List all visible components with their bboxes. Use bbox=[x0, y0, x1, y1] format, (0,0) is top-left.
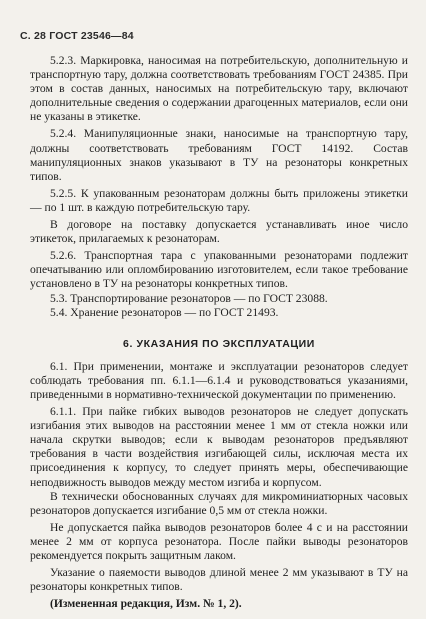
paragraph-5-2-5: 5.2.5. К упакованным резонаторам должны быть приложены этикетки — по 1 шт. в каждую потребительскую тару. bbox=[30, 186, 408, 214]
paragraph-6-1-1-microminiature: В технически обоснованных случаях для микроминиатюрных часовых резонаторов допускается изгибание 0,5 мм от стекла ножки. bbox=[30, 489, 408, 517]
paragraph-5-2-6: 5.2.6. Транспортная тара с упакованными резонаторами подлежит опечатыванию или опломбированию изготовителем, если такое требование установлено в ТУ на резонаторы конкретных типов. bbox=[30, 249, 408, 291]
section-6-heading: 6. УКАЗАНИЯ ПО ЭКСПЛУАТАЦИИ bbox=[123, 337, 315, 350]
page-header: С. 28 ГОСТ 23546—84 bbox=[20, 30, 134, 42]
amendment-note: (Измененная редакция, Изм. № 1, 2). bbox=[50, 597, 242, 611]
paragraph-6-1-1: 6.1.1. При пайке гибких выводов резонаторов не следует допускать изгибания этих выводов на расстоянии менее 1 мм от стекла ножки или начала скрутки выводов; если к выводам резонаторов предъявляют требования в части воздействия изгибающей силы, исключая места их присоединения к корпусу, то следует принять меры, обеспечивающие неподвижность выводов между местом изгиба и корпусом. bbox=[30, 405, 408, 489]
document-body bbox=[30, 54, 408, 611]
paragraph-5-2-3: 5.2.3. Маркировка, наносимая на потребительскую, дополнительную и транспортную тару, должна соответствовать требованиям ГОСТ 24385. При этом в состав данных, наносимых на потребительскую тару, включают дополнительные сведения о содержании драгоценных материалов, если они не указаны в этикетке. bbox=[30, 54, 408, 124]
paragraph-6-1: 6.1. При применении, монтаже и эксплуатации резонаторов следует соблюдать требования пп. 6.1.1—6.1.4 и руководствоваться указаниями, приведенными в нормативно-технической документации по применению. bbox=[30, 359, 408, 401]
paragraph-6-1-1-soldering: Не допускается пайка выводов резонаторов более 4 с и на расстоянии менее 2 мм от корпуса резонатора. После пайки выводы резонаторов рекомендуется покрыть защитным лаком. bbox=[30, 520, 408, 562]
paragraph-5-3: 5.3. Транспортирование резонаторов — по ГОСТ 23088. bbox=[50, 291, 328, 305]
paragraph-6-1-1-solderability: Указание о паяемости выводов длиной менее 2 мм указывают в ТУ на резонаторы конкретных типов. bbox=[30, 566, 408, 594]
paragraph-5-2-5-contract: В договоре на поставку допускается устанавливать иное число этикеток, прилагаемых к резонаторам. bbox=[30, 218, 408, 246]
paragraph-5-2-4: 5.2.4. Манипуляционные знаки, наносимые на транспортную тару, должны соответствовать требованиям ГОСТ 14192. Состав манипуляционных знаков указывают в ТУ на резонаторы конкретных типов. bbox=[30, 127, 408, 183]
paragraph-5-4: 5.4. Хранение резонаторов — по ГОСТ 21493. bbox=[50, 305, 279, 319]
